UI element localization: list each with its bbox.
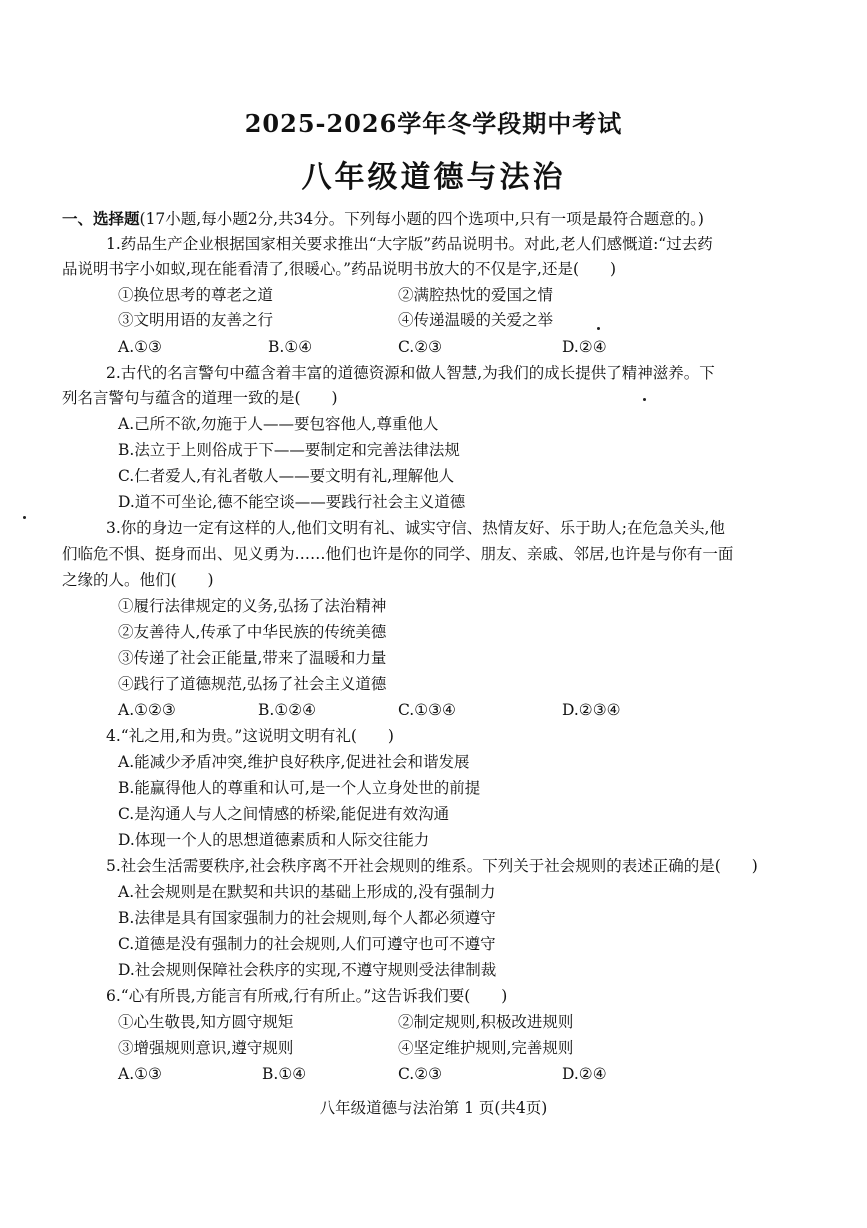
q2-option-d: D.道不可坐论,德不能空谈——要践行社会主义道德 [118,493,466,511]
q1-stem-line2: 品说明书字小如蚁,现在能看清了,很暖心。”药品说明书放大的不仅是字,还是( ) [62,260,617,278]
q3-stem-line2: 们临危不惧、挺身而出、见义勇为……他们也许是你的同学、朋友、亲戚、邻居,也许是与你有一面 [62,545,734,563]
q6-option-d: D.②④ [562,1065,607,1083]
q1-statement-2: ②满腔热忱的爱国之情 [398,286,554,304]
q1-statement-4: ④传递温暖的关爱之举 [398,311,554,329]
q3-stem-line1: 3.你的身边一定有这样的人,他们文明有礼、诚实守信、热情友好、乐于助人;在危急关头,他 [106,519,725,537]
q4-option-b: B.能赢得他人的尊重和认可,是一个人立身处世的前提 [118,779,481,797]
q4-option-c: C.是沟通人与人之间情感的桥梁,能促进有效沟通 [118,805,450,823]
q2-option-a: A.己所不欲,勿施于人——要包容他人,尊重他人 [118,415,439,433]
q4-option-a: A.能减少矛盾冲突,维护良好秩序,促进社会和谐发展 [118,753,470,771]
page-footer: 八年级道德与法治第 1 页(共4页) [319,1099,548,1117]
q3-stem-line3: 之缘的人。他们( ) [62,571,214,589]
q6-option-a: A.①③ [118,1065,162,1083]
q1-statement-1: ①换位思考的尊老之道 [118,286,274,304]
q3-statement-2: ②友善待人,传承了中华民族的传统美德 [118,623,387,641]
q5-option-b: B.法律是具有国家强制力的社会规则,每个人都必须遵守 [118,909,496,927]
q5-option-d: D.社会规则保障社会秩序的实现,不遵守规则受法律制裁 [118,961,497,979]
q2-option-c: C.仁者爱人,有礼者敬人——要文明有礼,理解他人 [118,467,455,485]
q5-option-c: C.道德是没有强制力的社会规则,人们可遵守也可不遵守 [118,935,496,953]
section-heading-row [62,209,704,229]
q1-stem-line1: 1.药品生产企业根据国家相关要求推出“大字版”药品说明书。对此,老人们感慨道:“过去药 [106,235,713,253]
q3-statement-4: ④践行了道德规范,弘扬了社会主义道德 [118,675,387,693]
scan-speck [23,516,26,519]
q3-option-a: A.①②③ [118,701,176,719]
section-heading: 一、选择题 [62,209,140,228]
q5-stem-line1: 5.社会生活需要秩序,社会秩序离不开社会规则的维系。下列关于社会规则的表述正确的是( ) [106,857,758,875]
q1-statement-3: ③文明用语的友善之行 [118,311,274,329]
q3-statement-1: ①履行法律规定的义务,弘扬了法治精神 [118,597,387,615]
q3-option-b: B.①②④ [258,701,317,719]
q6-statement-1: ①心生敬畏,知方圆守规矩 [118,1013,294,1031]
q4-stem-line1: 4.“礼之用,和为贵。”这说明文明有礼( ) [106,727,394,745]
q6-stem-line1: 6.“心有所畏,方能言有所戒,行有所止。”这告诉我们要( ) [106,987,508,1005]
q3-option-d: D.②③④ [562,701,621,719]
q2-stem-line1: 2.古代的名言警句中蕴含着丰富的道德资源和做人智慧,为我们的成长提供了精神滋养。下 [106,364,715,382]
q3-statement-3: ③传递了社会正能量,带来了温暖和力量 [118,649,387,667]
subject-title: 八年级道德与法治 [301,160,566,195]
q5-option-a: A.社会规则是在默契和共识的基础上形成的,没有强制力 [118,883,496,901]
q6-statement-4: ④坚定维护规则,完善规则 [398,1039,574,1057]
q6-option-c: C.②③ [398,1065,443,1083]
q2-option-b: B.法立于上则俗成于下——要制定和完善法律法规 [118,441,460,459]
q1-option-d: D.②④ [562,338,607,356]
q3-option-c: C.①③④ [398,701,456,719]
q2-stem-line2: 列名言警句与蕴含的道理一致的是( ) [62,389,338,407]
q1-option-a: A.①③ [118,338,162,356]
q6-statement-2: ②制定规则,积极改进规则 [398,1013,574,1031]
scan-speck [643,398,646,401]
q1-option-c: C.②③ [398,338,443,356]
q4-option-d: D.体现一个人的思想道德素质和人际交往能力 [118,831,430,849]
q6-statement-3: ③增强规则意识,遵守规则 [118,1039,294,1057]
q1-option-b: B.①④ [268,338,313,356]
scan-speck [597,327,600,330]
q6-option-b: B.①④ [262,1065,307,1083]
exam-title: 2025-2026学年冬学段期中考试 [244,109,623,138]
section-instructions: (17小题,每小题2分,共34分。下列每小题的四个选项中,只有一项是最符合题意的。) [139,210,704,228]
